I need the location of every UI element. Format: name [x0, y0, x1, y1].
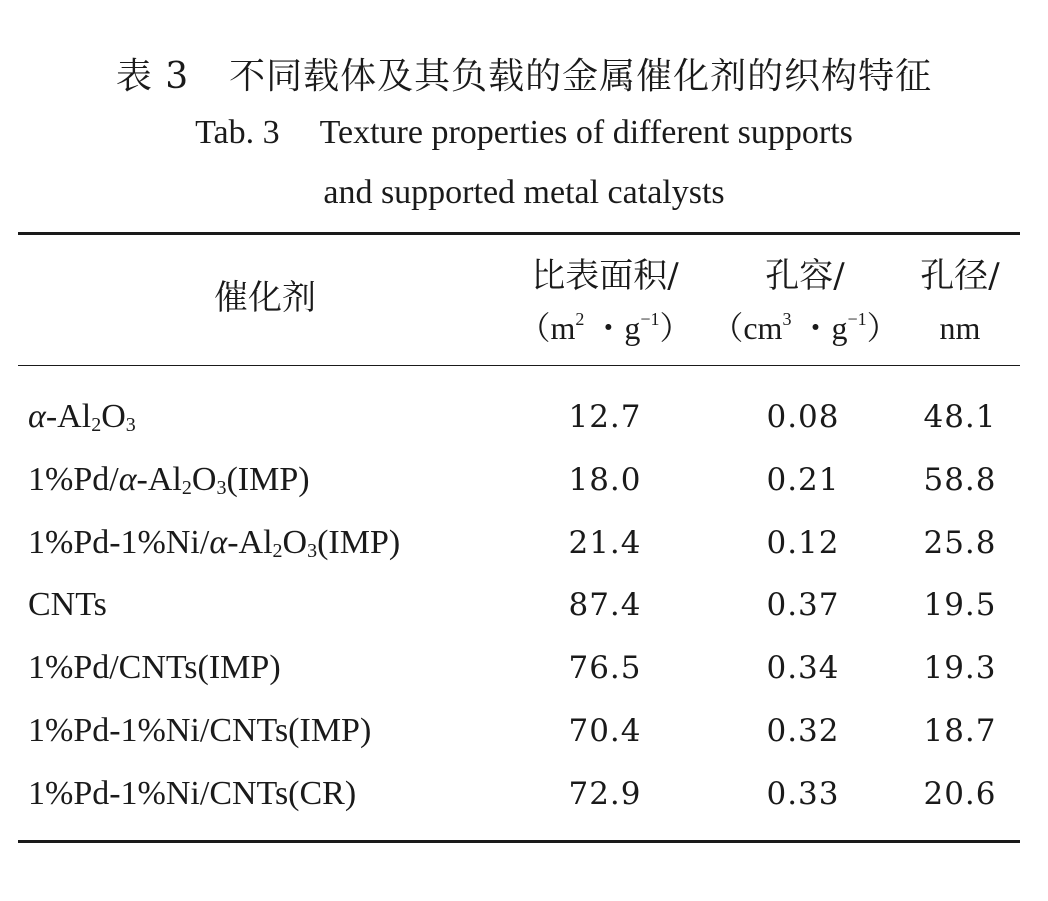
pore-volume-cell: 0.33: [766, 775, 840, 812]
pore-diameter-cell: 25.8: [923, 524, 997, 561]
top-rule: [18, 232, 1020, 235]
header-pore-volume-unit: （$cm^3$ ・$g^{-1}$）: [711, 309, 899, 346]
pore-volume-cell: 0.12: [766, 524, 840, 561]
table-row: [0, 763, 1048, 825]
table-caption-cn: 不同载体及其负载的金属催化剂的织构特征: [229, 56, 933, 97]
table-number-en: Tab. 3: [195, 114, 280, 151]
pore-volume-cell: 0.21: [766, 461, 840, 498]
catalyst-cell: 1%Pd-1%Ni/CNTs(CR): [28, 774, 357, 812]
pore-diameter-cell: 58.8: [923, 461, 997, 498]
surface-area-cell: 18.0: [568, 461, 642, 498]
header-surface-area: [500, 250, 710, 354]
header-pore-diameter: [900, 250, 1020, 354]
pore-volume-cell: 0.34: [766, 650, 840, 687]
table-number-cn: 表 3: [115, 56, 190, 97]
header-surface-area-unit: （$m^2$ ・$g^{-1}$）: [518, 309, 692, 346]
pore-volume-cell: 0.37: [766, 587, 840, 624]
table-row: [0, 386, 1048, 448]
header-pore-volume-label: 孔容/: [765, 256, 845, 296]
table-row: [0, 449, 1048, 511]
header-catalyst: 催化剂: [214, 278, 316, 318]
pore-diameter-cell: 19.5: [923, 587, 997, 624]
table-row: [0, 700, 1048, 762]
table-row: [0, 637, 1048, 699]
catalyst-cell: $1\%Pd/\alpha-Al_2O_3(IMP)$: [28, 460, 310, 499]
catalyst-cell: $1\%Pd-1\%Ni/\alpha-Al_2O_3(IMP)$: [28, 523, 401, 562]
surface-area-cell: 72.9: [568, 775, 642, 812]
bottom-rule: [18, 840, 1020, 843]
header-pore-volume: [700, 250, 910, 354]
surface-area-cell: 70.4: [568, 713, 642, 749]
header-pore-diameter-label: 孔径/: [920, 256, 1000, 296]
table-row: [0, 574, 1048, 636]
table-title-en-line1: [0, 114, 1048, 152]
table-title-cn: [0, 48, 1048, 99]
surface-area-cell: 21.4: [568, 524, 642, 561]
surface-area-cell: 76.5: [568, 650, 642, 687]
pore-diameter-cell: 18.7: [923, 713, 997, 749]
pore-volume-cell: 0.32: [766, 713, 840, 749]
catalyst-cell: 1%Pd/CNTs(IMP): [28, 649, 281, 687]
header-surface-area-label: 比表面积/: [531, 256, 679, 296]
surface-area-cell: 87.4: [568, 587, 642, 624]
pore-diameter-cell: 48.1: [923, 399, 997, 435]
catalyst-cell: CNTs: [28, 586, 107, 624]
table-caption-en-1: Texture properties of different supports: [319, 114, 853, 151]
header-pore-diameter-unit: nm: [939, 310, 981, 346]
pore-diameter-cell: 19.3: [923, 650, 997, 687]
table-title-en-line2: and supported metal catalysts: [323, 174, 725, 211]
catalyst-cell: $\alpha-Al_2O_3$: [28, 398, 136, 436]
header-rule: [18, 365, 1020, 366]
surface-area-cell: 12.7: [568, 399, 642, 435]
catalyst-cell: 1%Pd-1%Ni/CNTs(IMP): [28, 712, 372, 749]
pore-volume-cell: 0.08: [766, 399, 840, 435]
table-row: [0, 512, 1048, 574]
pore-diameter-cell: 20.6: [923, 775, 997, 812]
